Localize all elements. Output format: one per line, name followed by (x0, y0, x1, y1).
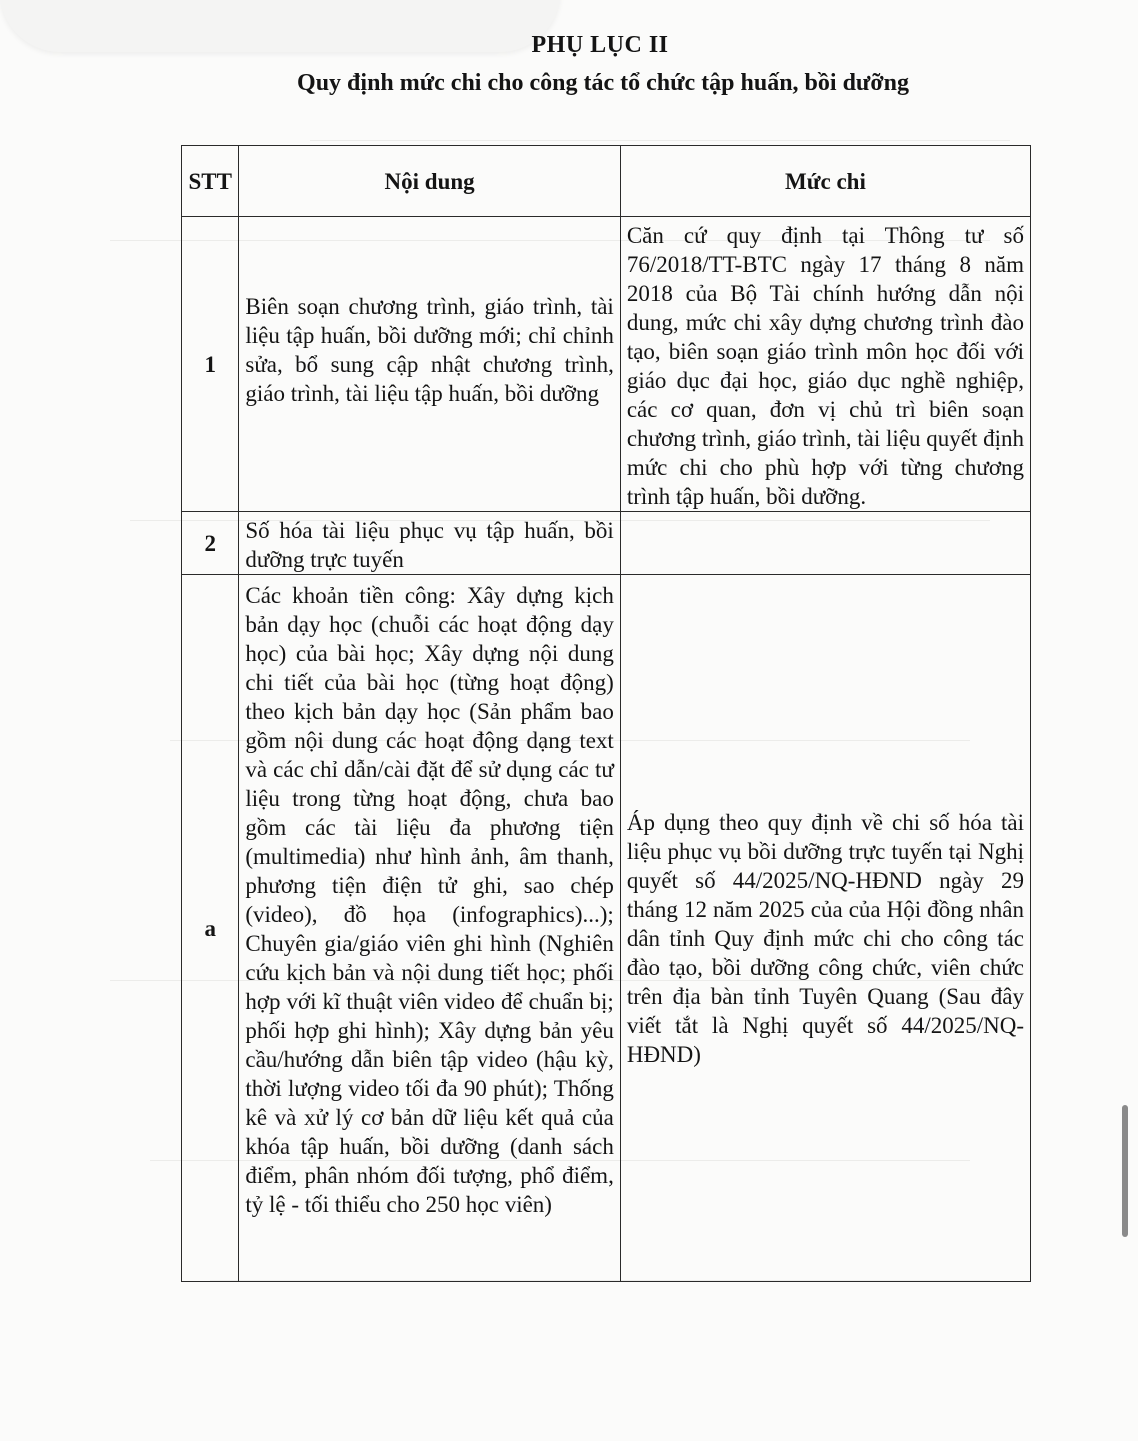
row-stt: a (182, 575, 239, 1282)
header-content: Nội dung (239, 146, 620, 217)
table-row (182, 575, 1031, 1282)
row-rate: Căn cứ quy định tại Thông tư số 76/2018/TT-BTC ngày 17 tháng 8 năm 2018 của Bộ Tài chính hướng dẫn nội dung, mức chi xây dựng chương trình đào tạo, biên soạn giáo trình môn học đối với giáo dục đại học, giáo dục nghề nghiệp, các cơ quan, đơn vị chủ trì biên soạn chương trình, giáo trình, tài liệu quyết định mức chi cho phù hợp với từng chương trình tập huấn, bồi dưỡng. (626, 223, 1024, 509)
table-row (182, 512, 1031, 575)
row-content-cell (239, 217, 620, 512)
row-stt: 2 (182, 512, 239, 575)
scrollbar-thumb[interactable] (1122, 1105, 1128, 1237)
header-stt: STT (182, 146, 239, 217)
row-rate-cell (620, 575, 1030, 1282)
row-content: Các khoản tiền công: Xây dựng kịch bản dạy học (chuỗi các hoạt động dạy học) của bài học; Xây dựng nội dung chi tiết của bài học (từng hoạt động) theo kịch bản dạy học (Sản phẩm bao gồm nội dung các hoạt động dạng text và các chỉ dẫn/cài đặt để sử dụng các tư liệu trong từng hoạt động, chưa bao gồm các tài liệu đa phương tiện (multimedia) như hình ảnh, âm thanh, phương tiện điện tử ghi, sao chép (video), đồ họa (infographics)...); Chuyên gia/giáo viên ghi hình (Nghiên cứu kịch bản và nội dung tiết học; phối hợp với kĩ thuật viên video để chuẩn bị; phối hợp ghi hình); Xây dựng bản yêu cầu/hướng dẫn biên tập video (hậu kỳ, thời lượng video tối đa 90 phút); Thống kê và xử lý cơ bản dữ liệu kết quả của khóa tập huấn, bồi dưỡng (danh sách điểm, phân nhóm đối tượng, phổ điểm, tỷ lệ - tối thiểu cho 250 học viên) (245, 583, 614, 1217)
row-content-cell (239, 575, 620, 1282)
table-row (182, 217, 1031, 512)
header-rate: Mức chi (620, 146, 1030, 217)
row-content: Biên soạn chương trình, giáo trình, tài liệu tập huấn, bồi dưỡng mới; chỉ chỉnh sửa, bổ sung cập nhật chương trình, giáo trình, tài liệu tập huấn, bồi dưỡng (245, 294, 614, 406)
appendix-subtitle: Quy định mức chi cho công tác tổ chức tập huấn, bồi dưỡng (297, 70, 909, 96)
row-content-cell (239, 512, 620, 575)
row-rate: Áp dụng theo quy định về chi số hóa tài liệu phục vụ bồi dưỡng trực tuyến tại Nghị quyết số 44/2025/NQ-HĐND ngày 29 tháng 12 năm 2025 của của Hội đồng nhân dân tỉnh Quy định mức chi cho công tác đào tạo, bồi dưỡng công chức, viên chức trên địa bàn tỉnh Tuyên Quang (Sau đây viết tắt là Nghị quyết số 44/2025/NQ-HĐND) (626, 810, 1024, 1067)
row-stt: 1 (182, 217, 239, 512)
appendix-title: PHỤ LỤC II (531, 32, 669, 58)
row-rate-cell (620, 217, 1030, 512)
row-content: Số hóa tài liệu phục vụ tập huấn, bồi dưỡng trực tuyến (245, 518, 614, 572)
table-header-row (182, 146, 1031, 217)
row-rate-cell (620, 512, 1030, 575)
spending-rate-table (181, 145, 1031, 1282)
